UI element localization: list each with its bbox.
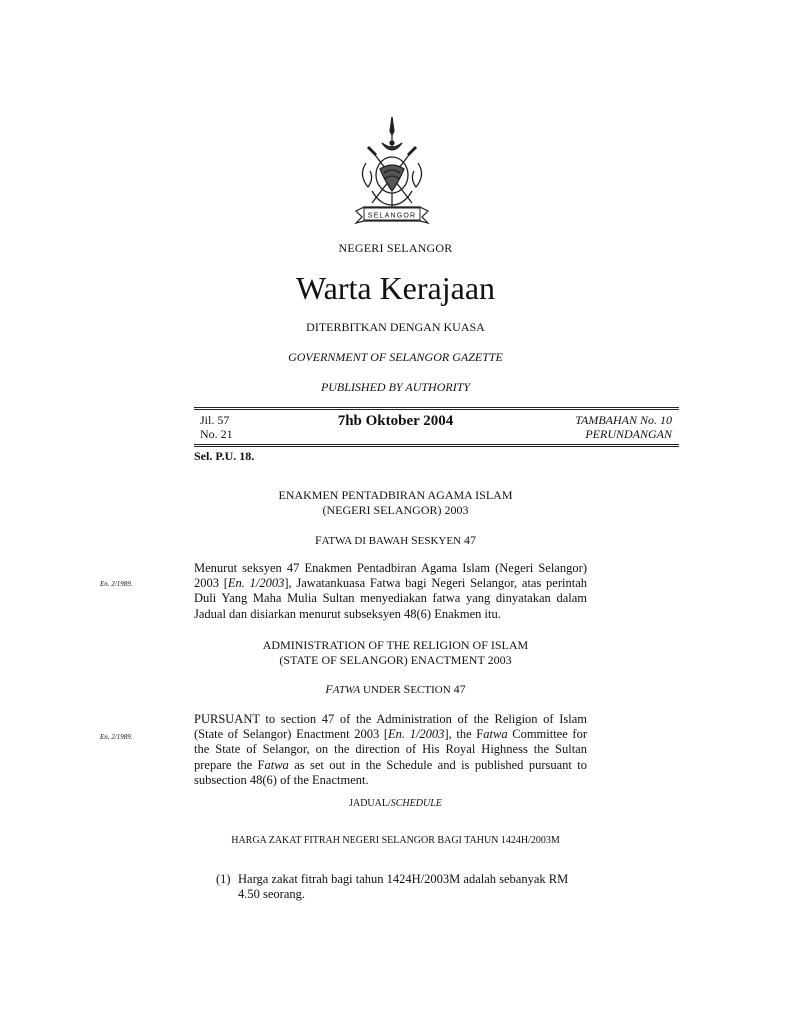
sc-fatwa-rest: ATWA xyxy=(332,684,361,696)
sc-f: F xyxy=(314,533,322,547)
margin-note-en: En. 2/1989. xyxy=(100,733,133,741)
divider-bottom xyxy=(194,444,679,445)
para-ms-post: ], Jawatankuasa Fatwa bagi Negeri Selangor, atas perintah Duli Yang Maha Mulia Sultan menyediakan fatwa yang dinyatakan dalam Jadual dan disiarkan menurut subseksyen 48(6) Enakmen itu. xyxy=(194,576,588,621)
enactment-heading-ms-line2: (NEGERI SELANGOR) 2003 xyxy=(322,503,469,517)
schedule-item-number: (1) xyxy=(216,872,231,886)
para-en-atwa1: atwa xyxy=(483,727,508,742)
paragraph-ms xyxy=(194,561,587,622)
para-ms-ref: En. 1/2003 xyxy=(227,576,285,591)
state-name: NEGERI SELANGOR xyxy=(338,241,453,255)
section-heading-ms xyxy=(0,533,791,549)
divider-top xyxy=(194,407,679,408)
divider-bottom-inner xyxy=(194,446,679,447)
para-ms-pre: Menurut seksyen 47 Enakmen Pentadbiran Agama Islam (Negeri Selangor) 2003 [ xyxy=(194,561,587,591)
sc-atwa: ATWA DI BAWAH xyxy=(321,535,411,547)
para-en-2: ], the F xyxy=(444,727,484,742)
para-en-atwa2: atwa xyxy=(264,757,289,772)
sc-ection: ECTION xyxy=(410,684,451,696)
divider-top-inner xyxy=(194,409,679,410)
sc-eksyen: ESKYEN xyxy=(417,535,462,547)
published-by-authority-en: PUBLISHED BY AUTHORITY xyxy=(320,380,471,394)
reference-number: Sel. P.U. 18. xyxy=(194,449,255,463)
enactment-heading-en xyxy=(0,638,791,668)
margin-note-ms: En. 2/1989. xyxy=(100,580,133,588)
sc-s: S xyxy=(410,533,418,547)
sc-num: 47 xyxy=(461,533,477,547)
issue-date: 7hb Oktober 2004 xyxy=(337,413,454,429)
supplement-info xyxy=(575,413,672,441)
volume: Jil. 57 xyxy=(200,413,230,427)
para-en-1: PURSUANT to section 47 of the Administration of the Religion of Islam (State of Selangor) Enactment 2003 [ xyxy=(194,712,587,742)
schedule-item-text: Harga zakat fitrah bagi tahun 1424H/2003M adalah sebanyak RM 4.50 seorang. xyxy=(238,872,569,902)
selangor-crest-icon xyxy=(350,113,434,241)
sc-fatwa-f: F xyxy=(325,682,333,696)
enactment-heading-ms-line1: ENAKMEN PENTADBIRAN AGAMA ISLAM xyxy=(278,488,513,502)
schedule-label-ms: JADUAL/ xyxy=(349,798,391,809)
paragraph-en xyxy=(194,712,587,788)
crest-ribbon-text: SELANGOR xyxy=(367,212,417,220)
para-en-3: Committee for the State of Selangor, on the direction of His Royal Highness the Sultan prepare the F xyxy=(194,727,588,772)
sc-num-en: 47 xyxy=(450,682,466,696)
schedule-item xyxy=(216,872,589,902)
enactment-heading-en-line2: (STATE OF SELANGOR) ENACTMENT 2003 xyxy=(279,653,512,667)
enactment-heading-en-line1: ADMINISTRATION OF THE RELIGION OF ISLAM xyxy=(262,638,529,652)
sc-under: UNDER xyxy=(360,684,404,696)
section-heading-en xyxy=(0,682,791,698)
para-en-4: as set out in the Schedule and is published pursuant to subsection 48(6) of the Enactment. xyxy=(194,757,587,787)
issue-number: No. 21 xyxy=(200,427,233,441)
schedule-label-en: SCHEDULE xyxy=(390,798,442,809)
gazette-title-en: GOVERNMENT OF SELANGOR GAZETTE xyxy=(288,350,503,364)
sc-s-en: S xyxy=(403,682,411,696)
para-en-ref: En. 1/2003 xyxy=(388,727,445,742)
enactment-heading-ms xyxy=(0,488,791,518)
published-by-authority-ms: DITERBITKAN DENGAN KUASA xyxy=(306,320,485,334)
supplement-number: TAMBAHAN No. 10 xyxy=(575,413,672,427)
schedule-title: HARGA ZAKAT FITRAH NEGERI SELANGOR BAGI TAHUN 1424H/2003M xyxy=(231,835,560,846)
gazette-title: Warta Kerajaan xyxy=(295,270,496,306)
schedule-label xyxy=(0,798,791,809)
supplement-category: PERUNDANGAN xyxy=(585,427,672,441)
